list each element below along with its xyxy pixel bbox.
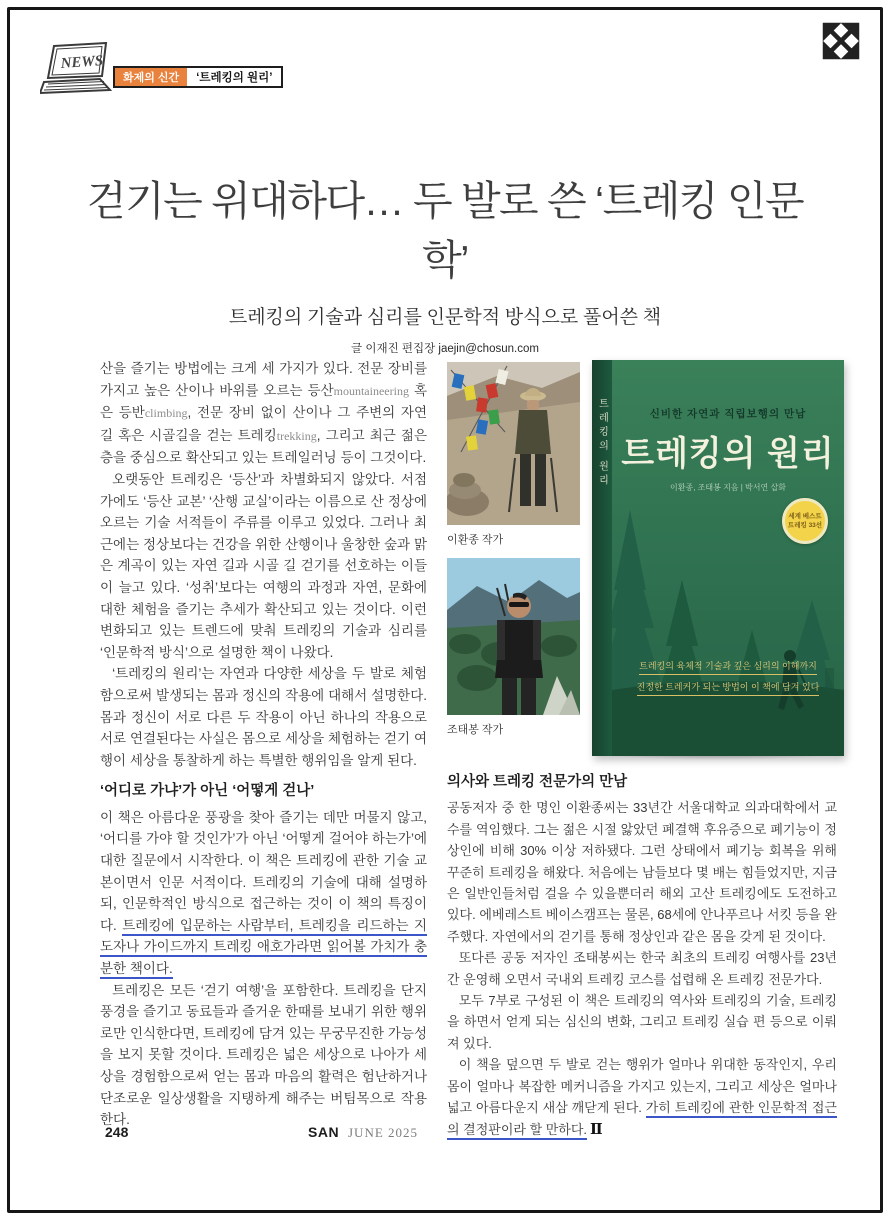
photo-caption: 이환종 작가 bbox=[447, 534, 504, 546]
section-heading: 의사와 트레킹 전문가의 만남 bbox=[447, 774, 628, 790]
page-number: 248 bbox=[105, 1124, 129, 1140]
paragraph bbox=[447, 1054, 837, 1140]
paragraph bbox=[100, 807, 427, 980]
body-text: , 그리고 최근 젊은 층을 중심으로 확산되고 있는 트레일러닝 등이 그것이다. bbox=[100, 427, 427, 466]
cover-tagline: 신비한 자연과 직립보행의 만남 bbox=[649, 408, 807, 420]
author-photo-cho-tae-bong bbox=[447, 558, 580, 715]
body-text: , 전문 장비 없이 산이나 그 주변의 자연 길 혹은 시골길을 걷는 트레킹 bbox=[100, 405, 428, 443]
badge-book-title: ‘트레킹의 원리’ bbox=[196, 72, 273, 84]
body-text: 혹은 등반 bbox=[100, 382, 427, 421]
paragraph bbox=[100, 358, 427, 469]
paragraph: ‘트레킹의 원리’는 자연과 다양한 세상을 두 발로 체험함으로써 발생되는 몸과 정신의 작용에 대해서 설명한다. 몸과 정신이 서로 다른 두 작용이 아닌 하나의 작용으로 서로 연결된다는 사실은 몸으로 세상을 체험하는 걷기 여행이 세상을 통찰하게 하는 특별한 행위임을 알게 된다. bbox=[100, 666, 427, 768]
body-text: 산을 즐기는 방법에는 크게 세 가지가 있다. 전문 장비를 가지고 높은 산이나 바위를 오르는 등산 bbox=[100, 361, 427, 398]
hand-underlined-text: 트레킹에 입문하는 사람부터, 트레킹을 리드하는 지도자나 가이드까지 트레킹 애호가라면 읽어볼 가치가 충분한 책이다. bbox=[100, 918, 427, 979]
cover-copy-line: 진정한 트레커가 되는 방법이 이 책에 담겨 있다 bbox=[637, 680, 820, 696]
cover-title: 트레킹의 원리 bbox=[621, 435, 835, 473]
english-term: mountaineering bbox=[333, 383, 409, 398]
paragraph: 또다른 공동 저자인 조태봉씨는 한국 최초의 트레킹 여행사를 23년간 운영해 오면서 국내외 트레킹 코스를 섭렵해 온 트레킹 전문가다. bbox=[447, 950, 837, 987]
article-byline: 글 이재진 편집장 jaejin@chosun.com bbox=[351, 343, 539, 355]
article-title: 걷기는 위대하다… 두 발로 쓴 ‘트레킹 인문학’ bbox=[86, 178, 804, 283]
paragraph: 모두 7부로 구성된 이 책은 트레킹의 역사와 트레킹의 기술, 트레킹을 하면서 얻게 되는 심신의 변화, 그리고 트레킹 실습 편 등으로 이뤄져 있다. bbox=[447, 993, 837, 1051]
body-text: 이 책은 아름다운 풍광을 찾아 즐기는 데만 머물지 않고, ‘어디를 가야 할 것인가’가 아닌 ‘어떻게 걸어야 하는가’에 대한 질문에서 시작한다. 이 책은 트레킹에 관한 기술 교본이면서 인문 서적이다. 트레킹의 기술에 대해 설명하되, 인문학적인 방식으로 접근하는 것이 이 책의 특징이다. bbox=[100, 809, 427, 933]
article-end-mark: Ⅱ bbox=[590, 1119, 601, 1138]
badge-text: 세계 베스트 bbox=[788, 512, 822, 520]
news-laptop-illustration bbox=[40, 42, 120, 98]
paragraph: 트레킹은 모든 ‘걷기 여행’을 포함한다. 트레킹을 단지 풍경을 즐기고 동료들과 즐거운 한때를 보내기 위한 행위로만 인식한다면, 트레킹에 담겨 있는 무궁무진한 가능성을 보지 못할 것이다. 트레킹은 넓은 세상으로 나아가 세상을 경험함으로써 얻는 몸과 마음의 활력은 험난하거나 단조로운 일상생활을 지탱하게 해주는 버팀목으로 작용한다. bbox=[100, 982, 427, 1128]
author-photo-lee-hwan-jong bbox=[447, 362, 580, 525]
body-text: 이 책을 덮으면 두 발로 걷는 행위가 얼마나 위대한 동작인지, 우리 몸이 얼마나 복잡한 메커니즘을 가지고 있는지, 그리고 세상은 얼마나 넓고 아름다운지 새삼 깨닫게 된다. bbox=[447, 1057, 837, 1116]
cover-authors: 이환종, 조태봉 지음 | 박서연 삽화 bbox=[670, 483, 786, 492]
book-spine-title: 트레킹의 원리 bbox=[596, 398, 608, 489]
issue-date: JUNE 2025 bbox=[348, 1125, 419, 1140]
cover-copy-line: 트레킹의 육체적 기술과 깊은 심리의 이해까지 bbox=[639, 659, 817, 675]
magazine-name: SAN bbox=[308, 1124, 340, 1140]
cover-bottom-copy bbox=[612, 656, 844, 698]
publisher-mark bbox=[825, 668, 834, 694]
article-right-column bbox=[447, 762, 837, 1140]
hand-underlined-text: 가히 트레킹에 관한 인문학적 접근의 결정판이라 할 만하다. bbox=[447, 1100, 837, 1139]
badge-label: 화제의 신간 bbox=[115, 68, 187, 86]
section-heading: ‘어디로 가냐’가 아닌 ‘어떻게 걷나’ bbox=[100, 783, 315, 800]
topic-badge bbox=[113, 66, 283, 88]
photo-caption: 조태봉 작가 bbox=[447, 724, 504, 736]
book-cover bbox=[592, 360, 844, 756]
article-left-column bbox=[100, 358, 427, 1131]
badge-text: 트레킹 33선 bbox=[787, 521, 823, 529]
book-spine bbox=[592, 360, 612, 756]
paragraph: 오랫동안 트레킹은 ‘등산’과 차별화되지 않았다. 서점가에도 ‘등산 교본’ ‘산행 교실’이라는 이름으로 산 정상에 오르는 기술 서적들이 주류를 이루고 있었다. 그러나 최근에는 정상보다는 건강을 위한 산행이나 울창한 숲과 맑은 계곡이 있는 자연 길과 시골 길 걷기를 선호하는 이들이 늘고 있다. ‘성취’보다는 여행의 과정과 자연, 문화에 대한 체험을 즐기는 추세가 확산되고 있는 것이다. 이런 변화되고 있는 트렌드에 맞춰 트레킹의 기술과 심리를 ‘인문학적 방식’으로 설명한 책이 나왔다. bbox=[100, 471, 427, 660]
news-label-glyph: NEWS bbox=[60, 53, 104, 72]
cover-best-badge bbox=[782, 498, 828, 544]
article-header bbox=[75, 168, 815, 356]
article-subtitle: 트레킹의 기술과 심리를 인문학적 방식으로 풀어쓴 책 bbox=[228, 307, 662, 328]
paragraph: 공동저자 중 한 명인 이환종씨는 33년간 서울대학교 의과대학에서 교수를 역임했다. 그는 젊은 시절 앓았던 폐결핵 후유증으로 폐기능이 정상인에 비해 30% 이상 저하됐다. 그런 상태에서 폐기능 회복을 위해 꾸준히 트레킹을 해왔다. 처음에는 남들보다 몇 배는 힘들었지만, 지금은 일반인들처럼 걸을 수 있을뿐더러 해외 고산 트레킹에도 도전하고 있다. 에베레스트 베이스캠프는 물론, 68세에 안나푸르나 서킷 등을 완주했다. 자연에서의 걷기를 통해 정상인과 같은 몸을 갖게 된 것이다. bbox=[447, 800, 837, 944]
expand-fullscreen-icon[interactable] bbox=[820, 20, 862, 62]
english-term: climbing bbox=[144, 406, 188, 421]
english-term: trekking bbox=[276, 428, 317, 443]
